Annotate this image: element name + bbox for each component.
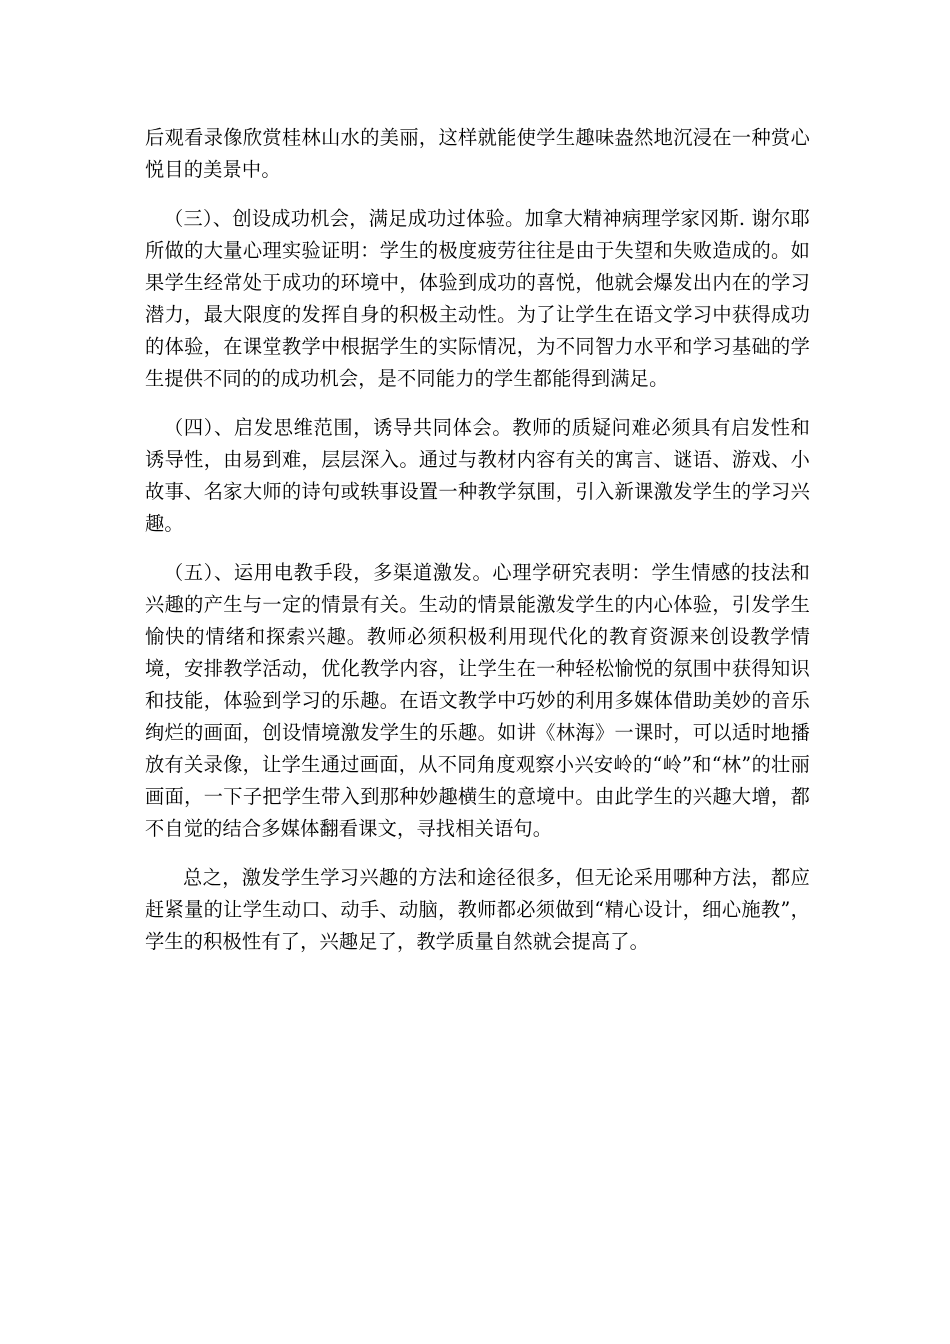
- paragraph-summary: 总之，激发学生学习兴趣的方法和途径很多，但无论采用哪种方法，都应赶紧量的让学生动口、动手、动脑，教师都必须做到“精心设计，细心施教”，学生的积极性有了，兴趣足了，教学质量自然就会提高了。: [145, 866, 810, 953]
- paragraph-continuation: 后观看录像欣赏桂林山水的美丽，这样就能使学生趣味盎然地沉浸在一种赏心悦目的美景中。: [145, 126, 810, 181]
- document-body: [145, 122, 810, 975]
- paragraph-section-3: （三）、创设成功机会，满足成功过体验。加拿大精神病理学家冈斯. 谢尔耶所做的大量心理实验证明：学生的极度疲劳往往是由于失望和失败造成的。如果学生经常处于成功的环境中，体验到成功的喜悦，他就会爆发出内在的学习潜力，最大限度的发挥自身的积极主动性。为了让学生在语文学习中获得成功的体验，在课堂教学中根据学生的实际情况，为不同智力水平和学习基础的学生提供不同的的成功机会，是不同能力的学生都能得到满足。: [145, 207, 810, 390]
- paragraph-section-4: （四）、启发思维范围，诱导共同体会。教师的质疑问难必须具有启发性和诱导性，由易到难，层层深入。通过与教材内容有关的寓言、谜语、游戏、小故事、名家大师的诗句或轶事设置一种教学氛围，引入新课激发学生的学习兴趣。: [145, 416, 810, 535]
- paragraph-section-5: （五）、运用电教手段，多渠道激发。心理学研究表明：学生情感的技法和兴趣的产生与一定的情景有关。生动的情景能激发学生的内心体验，引发学生愉快的情绪和探索兴趣。教师必须积极利用现代化的教育资源来创设教学情境，安排教学活动，优化教学内容，让学生在一种轻松愉悦的氛围中获得知识和技能，体验到学习的乐趣。在语文教学中巧妙的利用多媒体借助美妙的音乐绚烂的画面，创设情境激发学生的乐趣。如讲《林海》一课时，可以适时地播放有关录像，让学生通过画面，从不同角度观察小兴安岭的“岭”和“林”的壮丽画面，一下子把学生带入到那种妙趣横生的意境中。由此学生的兴趣大增，都不自觉的结合多媒体翻看课文，寻找相关语句。: [145, 561, 810, 840]
